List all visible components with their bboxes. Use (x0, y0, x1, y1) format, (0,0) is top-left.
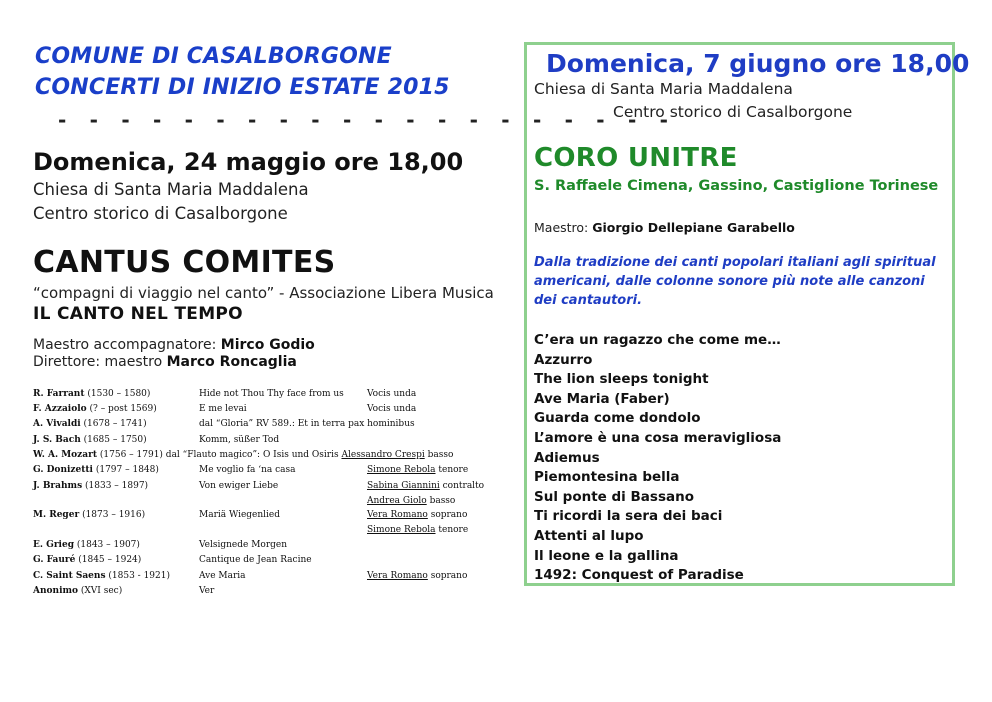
program-performer: Sabina Giannini (367, 481, 440, 491)
program-piece: Komm, süßer Tod (199, 435, 280, 445)
program-piece: E me levai (199, 404, 247, 414)
song-item: Guarda come dondolo (534, 410, 701, 427)
program-dates: (XVI sec) (78, 586, 123, 596)
program-composer: W. A. Mozart (33, 450, 98, 460)
song-item: L’amore è una cosa meravigliosa (534, 429, 782, 446)
program-piece: Velsignede Morgen (199, 540, 288, 550)
director-label: Direttore: maestro (33, 354, 167, 370)
program-composer: J. Brahms (33, 481, 83, 491)
program-composer: M. Reger (33, 510, 80, 520)
concert-2-venue: Chiesa di Santa Maria Maddalena (534, 80, 793, 98)
program-row (33, 586, 503, 599)
program-dates: (1756 – 1791) dal “Flauto magico”: O Isis und Osiris (97, 450, 339, 460)
program-dates: (1685 – 1750) (80, 435, 147, 445)
program-piece: Von ewiger Liebe (199, 481, 279, 491)
program-row (33, 555, 503, 568)
program-composer: C. Saint Saens (33, 571, 106, 581)
program-row (33, 571, 503, 584)
program-composer: F. Azzaiolo (33, 404, 87, 414)
program-role: soprano (427, 571, 468, 581)
program-dates: (1873 – 1916) (79, 510, 146, 520)
song-item: Ave Maria (Faber) (534, 390, 670, 407)
program-dates: (1833 – 1897) (82, 481, 149, 491)
program-role: tenore (435, 525, 469, 535)
concert-2-group-name: CORO UNITRE (534, 143, 738, 173)
program-role: Vocis unda (367, 404, 417, 414)
header-divider: - - - - - - - - - - - - - - - - - - - - (58, 108, 677, 132)
program-row (33, 419, 503, 432)
program-role: tenore (435, 465, 469, 475)
program-dates: (1797 – 1848) (92, 465, 159, 475)
program-piece: Me voglio fa ‘na casa (199, 465, 296, 475)
program-performer: Simone Rebola (367, 525, 436, 535)
concert-2-description-line-3: dei cantautori. (534, 293, 643, 308)
program-composer: G. Donizetti (33, 465, 93, 475)
program-row (33, 496, 503, 509)
concert-2-maestro-line (534, 220, 795, 235)
program-piece: Cantique de Jean Racine (199, 555, 312, 565)
program-performer: Vera Romano (367, 510, 428, 520)
concert-1-venue-location: Centro storico di Casalborgone (33, 204, 288, 223)
program-composer: E. Grieg (33, 540, 74, 550)
concert-1-group-subtitle: “compagni di viaggio nel canto” - Associazione Libera Musica (33, 284, 494, 302)
program-dates: (1853 - 1921) (105, 571, 170, 581)
concert-1-venue: Chiesa di Santa Maria Maddalena (33, 180, 309, 199)
concert-2-maestro-label: Maestro: (534, 220, 593, 235)
header-line-2: CONCERTI DI INIZIO ESTATE 2015 (35, 75, 450, 100)
song-item: Adiemus (534, 449, 600, 466)
program-row (33, 404, 503, 417)
program-row (33, 435, 503, 448)
director-name: Marco Roncaglia (166, 354, 297, 370)
program-piece: Mariä Wiegenlied (199, 510, 281, 520)
concert-1-program-title: IL CANTO NEL TEMPO (33, 304, 243, 324)
program-dates: (1678 – 1741) (80, 419, 147, 429)
concert-2-song-list (534, 331, 781, 586)
program-composer: A. Vivaldi (33, 419, 81, 429)
concert-2-date: Domenica, 7 giugno ore 18,00 (546, 49, 970, 78)
program-row (33, 389, 503, 402)
song-item: Il leone e la gallina (534, 547, 679, 564)
program-performer: Simone Rebola (367, 465, 436, 475)
accompanist-name: Mirco Godio (220, 337, 315, 353)
concert-2-group-origin: S. Raffaele Cimena, Gassino, Castiglione Torinese (534, 178, 939, 194)
song-item: C’era un ragazzo che come me… (534, 332, 781, 348)
song-item: The lion sleeps tonight (534, 371, 709, 388)
program-composer: R. Farrant (33, 389, 85, 399)
concert-2-maestro-name: Giorgio Dellepiane Garabello (592, 220, 795, 235)
song-item: Azzurro (534, 351, 593, 368)
program-composer: J. S. Bach (33, 435, 81, 445)
concert-2-venue-location: Centro storico di Casalborgone (613, 103, 853, 121)
concert-1-date: Domenica, 24 maggio ore 18,00 (33, 148, 464, 176)
program-row (33, 510, 503, 523)
program-role: Vocis unda (367, 389, 417, 399)
program-performer: Vera Romano (367, 571, 428, 581)
accompanist-line (33, 337, 315, 353)
program-row (33, 481, 503, 494)
song-item: Sul ponte di Bassano (534, 488, 694, 505)
program-performer: Alessandro Crespi (341, 450, 425, 460)
program-composer: G. Fauré (33, 555, 76, 565)
program-piece: Ave Maria (199, 571, 246, 581)
program-role: basso (426, 496, 456, 506)
program-role: contralto (439, 481, 485, 491)
program-row (33, 450, 503, 463)
program-role: soprano (427, 510, 468, 520)
accompanist-label: Maestro accompagnatore: (33, 337, 221, 353)
program-row (33, 540, 503, 553)
director-line (33, 354, 297, 370)
song-item: Ti ricordi la sera dei baci (534, 508, 723, 525)
song-item: Piemontesina bella (534, 469, 680, 486)
program-dates: (1530 – 1580) (84, 389, 151, 399)
header-line-1: COMUNE DI CASALBORGONE (35, 44, 392, 69)
song-item: Attenti al lupo (534, 527, 644, 544)
program-composer: Anonimo (33, 586, 79, 596)
program-piece: dal “Gloria” RV 589.: Et in terra pax hominibus (199, 419, 415, 429)
program-role: basso (424, 450, 454, 460)
program-dates: (1845 – 1924) (75, 555, 142, 565)
program-row (33, 525, 503, 538)
program-piece: Ver (199, 586, 215, 596)
concert-1-group-name: CANTUS COMITES (33, 245, 336, 280)
concert-2-description-line-2: americani, dalle colonne sonore più note alle canzoni (534, 274, 925, 289)
program-piece: Hide not Thou Thy face from us (199, 389, 344, 399)
concert-2-description-line-1: Dalla tradizione dei canti popolari italiani agli spiritual (534, 255, 936, 270)
program-performer: Andrea Giolo (367, 496, 427, 506)
program-row (33, 465, 503, 478)
program-dates: (1843 – 1907) (74, 540, 140, 550)
song-item: 1492: Conquest of Paradise (534, 567, 744, 584)
program-dates: (? – post 1569) (86, 404, 157, 414)
